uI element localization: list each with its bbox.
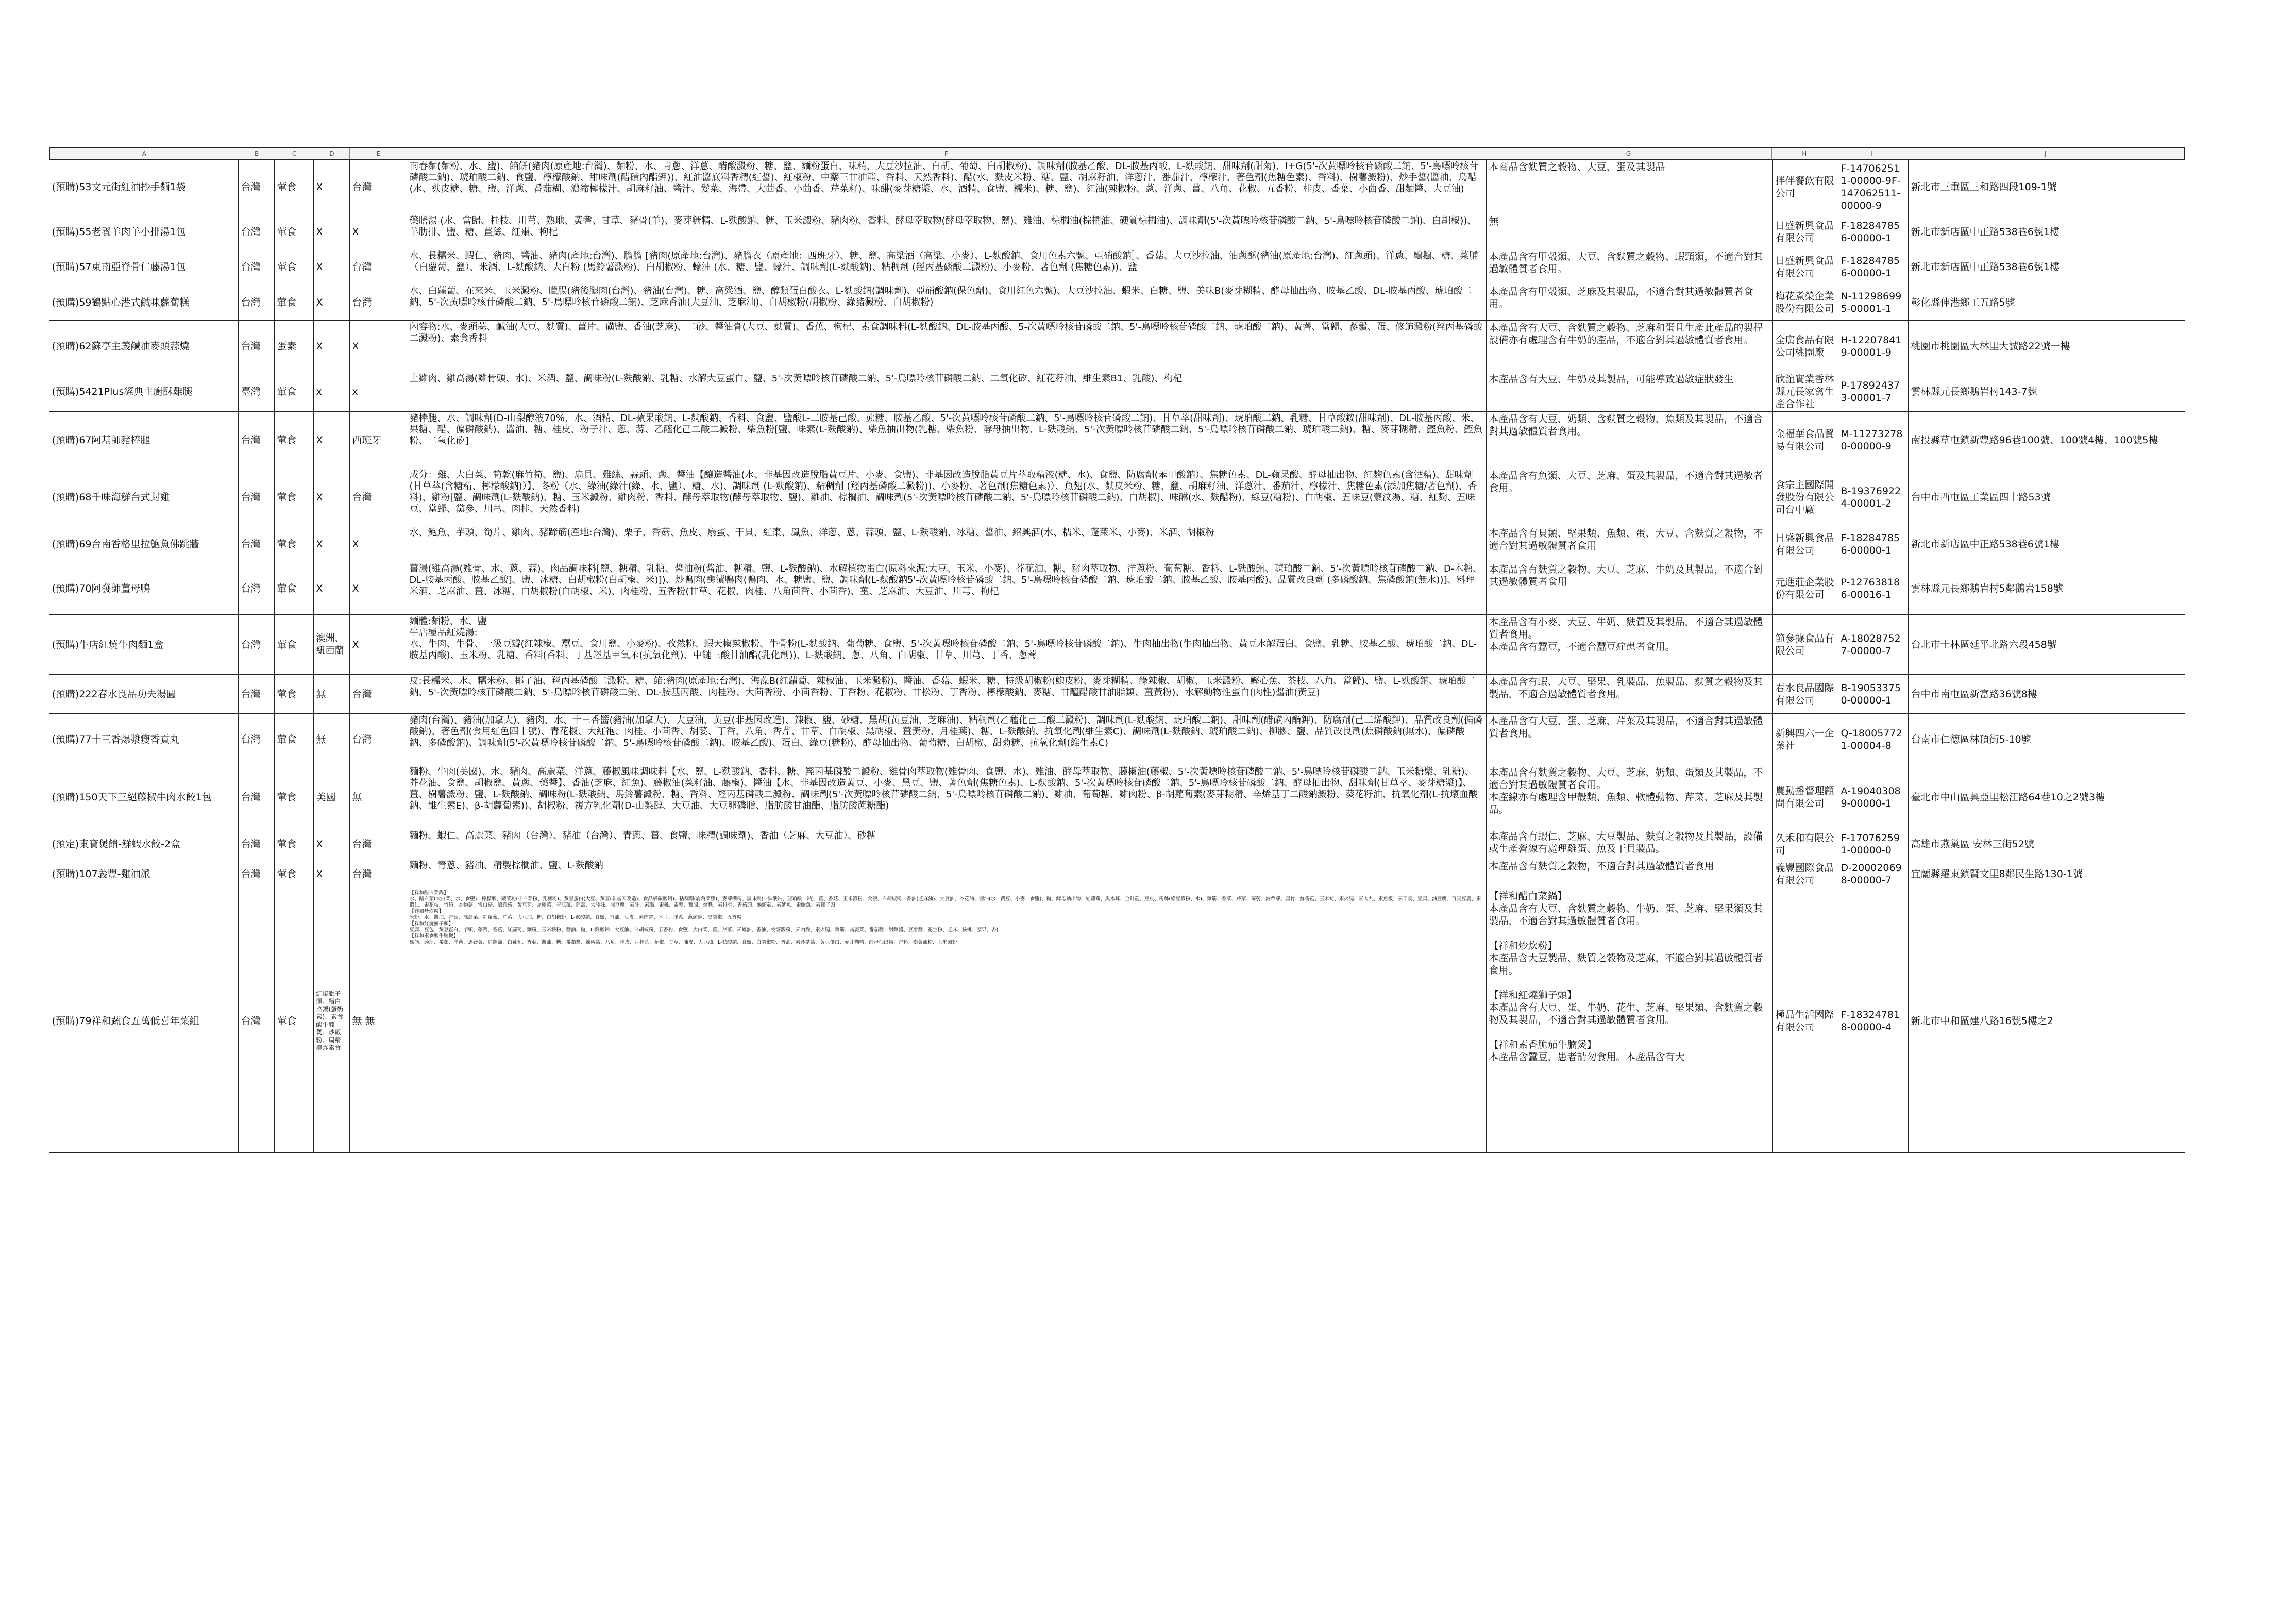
secondary-origin-cell[interactable]: X [349, 615, 407, 675]
meat-origin-cell[interactable]: X [313, 468, 349, 526]
registration-number-cell[interactable]: B-190533750-00000-1 [1838, 675, 1908, 714]
ingredients-cell[interactable] [407, 321, 1486, 372]
product-name-cell[interactable]: (預購)67阿基師豬棒腿 [49, 412, 238, 468]
allergen-cell[interactable] [1486, 714, 1772, 765]
ingredients-text: 南春麵(麵粉、水、鹽)、餡餅(豬肉(原產地:台灣)、麵粉、水、青蔥、洋蔥、醋酸澱粉、糖、鹽、麵粉蛋白、味精、大豆沙拉油、白胡、葡萄、白胡椒粉)、調味劑(胺基乙酸、DL-胺基丙酸、L-麩酸鈉、甜味劑(甜菊)、I+G(5'-次黃嘌呤核苷磷酸二鈉、5'-鳥嘌呤核苷磷酸二鈉)、琥珀酸二鈉、食鹽、檸檬酸鈉、甜味劑(醋磺內酯鉀))、紅油醬底料香精(紅醬)、紅椒粉、中藥三甘油酯、香料、天然香料)、醋(水、麩皮米粉、糖、鹽、胡麻籽油、洋蔥汁、番茄汁、檸檬汁、著色劑(焦糖色素)、香料)、樹薯澱粉)、炒手醬(醬油、鳥醋(水、麩皮糖、糖、鹽、洋蔥、番茄糊、濃縮檸檬汁、胡麻籽油、醬汁、髮菜、海帶、大茴香、小茴香、芹菜籽)、味醂(麥芽糖漿、水、酒精、食鹽、糯米)、糖、鹽)、紅油(辣椒粉、蔥、洋蔥、薑、八角、花椒、五香粉、桂皮、香葉、小茴香、甜麵醬、大豆油) [409, 161, 1479, 194]
ingredients-cell[interactable] [407, 284, 1486, 321]
column-letter-f[interactable]: F [407, 148, 1485, 159]
allergen-cell[interactable] [1486, 412, 1772, 468]
product-name-cell[interactable]: (預購)55老饕羊肉羊小排湯1包 [49, 214, 238, 249]
origin-cell[interactable]: 台灣 [238, 160, 274, 214]
meat-origin-cell[interactable]: X [313, 214, 349, 249]
origin-cell[interactable]: 臺灣 [238, 372, 274, 412]
table-row [49, 214, 2185, 249]
ingredients-text: 水、鮑魚、芋頭、筍片、雞肉、豬蹄筋(產地:台灣)、栗子、香菇、魚皮、扇蛋、干貝、紅棗、鳳魚、洋蔥、蔥、蒜頭、鹽、L-麩酸鈉、冰糖、醬油、紹興酒(水、糯米、蓬萊米、小麥)、米酒、胡椒粉 [409, 527, 1214, 538]
registration-number-cell[interactable]: F-147062511-00000-9F-147062511-00000-9 [1838, 160, 1908, 214]
ingredients-text: 麵體:麵粉、水、鹽 牛店極品紅燒湯: 水、牛肉、牛骨、一級豆瓣(紅辣椒、蠶豆、食用鹽、小麥粉)、孜然粉、蝦天椒辣椒粉、牛骨粉(L-麩酸鈉、葡萄糖、食鹽、5'-次黃嘌呤核苷磷酸二鈉、5'-鳥嘌呤核苷磷酸二鈉)、牛肉抽出物(牛肉抽出物、黃豆水解蛋白、食鹽、乳糖、胺基乙酸、琥珀酸二鈉、DL-胺基丙酸)、玉米粉、乳糖、香料(香料、丁基羥基甲氧苯(抗氧化劑)、中鏈三酸甘油酯(乳化劑))、L-麩酸鈉、蔥、八角、白胡椒、甘草、川芎、丁香、蔥蕎 [409, 616, 1477, 661]
ingredients-text: 麵粉、青蔥、豬油、精製棕櫚油、鹽、L-麩酸鈉 [409, 860, 603, 871]
address-cell[interactable]: 臺北市中山區興亞里松江路64巷10之2號3樓 [1908, 765, 2185, 829]
company-cell[interactable]: 久禾和有限公司 [1772, 829, 1838, 859]
food-type-cell[interactable]: 葷食 [274, 675, 313, 714]
address-cell[interactable]: 台中市南屯區新富路36號8樓 [1908, 675, 2185, 714]
secondary-origin-cell[interactable]: 西班牙 [349, 412, 407, 468]
company-cell[interactable]: 食宗主國際開發股份有限公司台中廠 [1772, 468, 1838, 526]
origin-cell[interactable]: 台灣 [238, 562, 274, 615]
ingredients-cell[interactable] [407, 249, 1486, 284]
meat-origin-cell[interactable]: X [313, 160, 349, 214]
ingredients-cell[interactable] [407, 160, 1486, 214]
address-cell[interactable]: 新北市新店區中正路538巷6號1樓 [1908, 526, 2185, 562]
origin-cell[interactable]: 台灣 [238, 714, 274, 765]
origin-cell[interactable]: 台灣 [238, 675, 274, 714]
allergen-text: 本產品含有魚類、大豆、芝麻、蛋及其製品，不適合對其過敏者食用。 [1489, 470, 1763, 494]
address-cell[interactable]: 雲林縣元長鄉鵝岩村5鄰鵝岩158號 [1908, 562, 2185, 615]
registration-number-cell[interactable]: F-182847856-00000-1 [1838, 526, 1908, 562]
company-cell[interactable]: 新興四六一企業社 [1772, 714, 1838, 765]
company-cell[interactable]: 欣誼實業香林縣元長家禽生產合作社 [1772, 372, 1838, 412]
allergen-cell[interactable] [1486, 615, 1772, 675]
secondary-origin-cell[interactable] [349, 889, 407, 1153]
table-row [49, 829, 2185, 859]
registration-number-cell[interactable]: H-122078419-00001-9 [1838, 321, 1908, 372]
ingredients-text: 豬棒腿、水、調味劑(D-山梨醇液70%、水、酒精、DL-蘋果酸鈉、L-麩酸鈉、香料、食鹽、鹽酸L-二胺基己酸、蔗糖、胺基乙酸、5'-次黃嘌呤核苷磷酸二鈉、5'-鳥嘌呤核苷磷酸二鈉)、甘草萃(甜味劑)、琥珀酸二鈉、乳糖、甘草酸銨(甜味劑)、DL-胺基丙酸、米、果糖、醋、偏磷酸鈉)、醬油、糖、桂皮、粉子汁、蔥、蒜、乙醯化己二酸二澱粉、柴魚粉[鹽、味素(L-麩酸鈉)、柴魚抽出物(乳糖、柴魚粉、酵母抽出物、L-麩酸鈉、5'-次黃嘌呤核苷磷酸二鈉、5'-鳥嘌呤核苷磷酸二鈉、琥珀酸二鈉)、糖、麥芽糊精、鰹魚粉、鰹魚粉、二氧化矽] [409, 413, 1482, 446]
address-cell[interactable]: 南投縣草屯鎮新豐路96巷100號、100號4樓、100號5樓 [1908, 412, 2185, 468]
origin-cell[interactable]: 台灣 [238, 412, 274, 468]
company-cell[interactable]: 節參據食品有限公司 [1772, 615, 1838, 675]
food-type-cell[interactable]: 葷食 [274, 468, 313, 526]
allergen-text: 本產品含有甲殼類、大豆、含麩質之穀物、蝦頸類，不適合對其過敏體質者食用。 [1489, 251, 1763, 275]
registration-number-cell[interactable]: P-178924373-00001-7 [1838, 372, 1908, 412]
ingredients-cell[interactable] [407, 562, 1486, 615]
allergen-text: 無 [1489, 216, 1499, 227]
allergen-text: 本產品含有蝦、大豆、堅果、乳製品、魚製品、麩質之穀物及其製品，不適合過敏體質者食用。 [1489, 676, 1763, 700]
registration-number-cell[interactable]: F-182847856-00000-1 [1838, 249, 1908, 284]
product-name-cell[interactable]: (預購)59鶴點心港式鹹味蘿蔔糕 [49, 284, 238, 321]
company-cell[interactable]: 全廣食品有限公司桃園廠 [1772, 321, 1838, 372]
product-name-cell[interactable]: (預購)5421Plus經典主廚酥雞腿 [49, 372, 238, 412]
allergen-text: 本產品含有麩質之穀物，不適合對其過敏體質者食用 [1489, 861, 1714, 872]
food-type-cell[interactable]: 葷食 [274, 562, 313, 615]
allergen-text: 本產品含有甲殼類、芝麻及其製品，不適合對其過敏體質者食用。 [1489, 286, 1753, 310]
company-cell[interactable]: 極品生活國際有限公司 [1772, 889, 1838, 1153]
allergen-cell[interactable] [1486, 889, 1772, 1153]
meat-origin-cell[interactable]: X [313, 829, 349, 859]
secondary-origin-cell[interactable]: 台灣 [349, 160, 407, 214]
allergen-cell[interactable] [1486, 829, 1772, 859]
registration-number-cell[interactable]: A-190403089-00000-1 [1838, 765, 1908, 829]
column-header-bar [49, 147, 2185, 159]
registration-number-cell[interactable]: B-193769224-00001-2 [1838, 468, 1908, 526]
ingredients-text: 土雞肉、雞高湯(雞骨頭、水)、米酒、鹽、調味粉(L-麩酸鈉、乳糖、水解大豆蛋白、鹽、5'-次黃嘌呤核苷磷酸二鈉、5'-鳥嘌呤核苷磷酸二鈉、二氧化矽、紅花籽油、維生素B1、乳酸)、枸杞 [409, 373, 1183, 384]
company-cell[interactable]: 日盛新興食品有限公司 [1772, 526, 1838, 562]
allergen-cell[interactable] [1486, 321, 1772, 372]
allergen-cell[interactable] [1486, 160, 1772, 214]
registration-number-cell[interactable]: M-112732780-00000-9 [1838, 412, 1908, 468]
allergen-cell[interactable] [1486, 859, 1772, 889]
food-type-cell[interactable]: 葷食 [274, 765, 313, 829]
food-type-cell[interactable]: 葷食 [274, 859, 313, 889]
allergen-cell[interactable] [1486, 372, 1772, 412]
secondary-origin-cell[interactable]: 台灣 [349, 714, 407, 765]
product-name-cell[interactable]: (預定)東寶煲饋-鮮蝦水餃-2盒 [49, 829, 238, 859]
allergen-text: 本商品含麩質之穀物、大豆、蛋及其製品 [1489, 161, 1665, 173]
secondary-origin-cell[interactable]: 台灣 [349, 284, 407, 321]
registration-number-cell[interactable]: F-170762591-00000-0 [1838, 829, 1908, 859]
table-row [49, 562, 2185, 615]
meat-origin-cell[interactable]: 美國 [313, 765, 349, 829]
table-row [49, 468, 2185, 526]
registration-number-cell[interactable]: P-127638186-00016-1 [1838, 562, 1908, 615]
secondary-origin-cell[interactable]: X [349, 214, 407, 249]
secondary-origin-cell[interactable]: X [349, 321, 407, 372]
table-row [49, 714, 2185, 765]
table-row [49, 249, 2185, 284]
food-type-cell[interactable]: 葷食 [274, 372, 313, 412]
product-name-cell[interactable]: (預購)79祥和蔬食五萬低喜年菜組 [49, 889, 238, 1153]
address-cell[interactable]: 新北市新店區中正路538巷6號1樓 [1908, 214, 2185, 249]
allergen-text: 本產品含有貝類、堅果類、魚類、蛋、大豆、含麩質之穀物，不適合對其過敏體質者食用 [1489, 528, 1763, 551]
meat-origin-cell[interactable]: 澳洲、紐西蘭 [313, 615, 349, 675]
ingredients-cell[interactable] [407, 829, 1486, 859]
food-type-cell[interactable]: 葷食 [274, 284, 313, 321]
ingredients-cell[interactable] [407, 714, 1486, 765]
food-type-cell[interactable]: 葷食 [274, 214, 313, 249]
origin-cell[interactable]: 台灣 [238, 468, 274, 526]
registration-number-cell[interactable]: Q-180057721-00004-8 [1838, 714, 1908, 765]
ingredients-text: 內容物:水、麥頭蒜、鹹油(大豆、麩質)、薑片、磺鹽、香油(芝麻)、二砂、醬油膏(大豆、麩質)、香蕉、枸杞、素食調味料(L-麩酸鈉、DL-胺基丙酸、5-次黃嘌呤核苷磷酸二鈉、5'-鳥嘌呤核苷磷酸二鈉、琥珀酸二鈉)、黃耆、當歸、蔘鬚、蛋、修飾澱粉(羥丙基磷酸二澱粉)、素食香料 [409, 322, 1482, 344]
address-cell[interactable]: 桃園市桃園區大林里大誠路22號一樓 [1908, 321, 2185, 372]
ingredients-cell[interactable] [407, 889, 1486, 1153]
origin-cell[interactable]: 台灣 [238, 859, 274, 889]
address-cell[interactable]: 台中市西屯區工業區四十路53號 [1908, 468, 2185, 526]
meat-origin-cell[interactable]: X [313, 321, 349, 372]
allergen-cell[interactable] [1486, 526, 1772, 562]
table-row [49, 526, 2185, 562]
ingredients-cell[interactable] [407, 214, 1486, 249]
column-letter-j[interactable]: J [2044, 150, 2047, 157]
address-cell[interactable]: 新北市新店區中正路538巷6號1樓 [1908, 249, 2185, 284]
column-letter-g[interactable]: G [1485, 148, 1771, 159]
allergen-text: 本產品含有麩質之穀物、大豆、芝麻、牛奶及其製品，不適合對其過敏體質者食用 [1489, 564, 1763, 588]
company-cell[interactable]: 春水良品國際有限公司 [1772, 675, 1838, 714]
column-letter-d[interactable]: D [314, 148, 350, 159]
ingredients-cell[interactable] [407, 372, 1486, 412]
allergen-cell[interactable] [1486, 214, 1772, 249]
ingredients-text: 水、長糯米、蝦仁、豬肉、醬油、豬肉(產地:台灣)、膽膽 [豬肉(原產地:台灣)、豬膽衣（原產地：西班牙）、糖、鹽、高粱酒（高粱、小麥）、L-麩酸鈉、食用色素六號、亞硝酸鈉］、香菇、大豆沙拉油、油蔥酥(豬油(原產地:台灣)、紅蔥頭)、洋蔥、鵰鵝、糖、菜脯（白蘿蔔、鹽）、米酒、L-麩酸鈉、大白粉 (馬鈴薯澱粉)、白胡椒粉、蠔油 (水、糖、鹽、蠔汁、調味劑(L-麩酸鈉)、粘稠劑 (羥丙基磷酸二澱粉)、小麥粉、著色劑 (焦糖色素))、鹽 [409, 250, 1478, 273]
food-type-cell[interactable]: 蛋素 [274, 321, 313, 372]
food-type-cell[interactable]: 葷食 [274, 526, 313, 562]
meat-origin-cell[interactable]: X [313, 412, 349, 468]
address-cell[interactable]: 台北市士林區延平北路六段458號 [1908, 615, 2185, 675]
origin-cell[interactable]: 台灣 [238, 321, 274, 372]
meat-origin-cell[interactable]: x [313, 372, 349, 412]
ingredients-text: 薑湯(雞高湯(雞骨、水、蔥、蒜)、肉品調味料[鹽、糖精、乳糖、醬油粉(醬油、糖精、鹽、L-麩酸鈉)、水解植物蛋白(原料來源:大豆、玉米、小麥)、芥花油、糖、豬肉萃取物、洋蔥粉、葡萄糖、香料、L-麩酸鈉、琥珀酸二鈉、5'-次黃嘌呤核苷磷酸二鈉、D-木糖、DL-胺基丙酸、胺基乙酸]、鹽、冰糖、白胡椒粉(白胡椒、米)])、炒鴨肉(酶漬鴨肉(鴨肉、水、糖鹽、鹽、調味劑(L-麩酸鈉5'-次黃嘌呤核苷磷酸二鈉、5'-鳥嘌呤核苷磷酸二鈉、琥珀酸二鈉、胺基乙酸、胺基丙酸)、品質改良劑 (多磷酸鈉、焦磷酸鈉(無水))]、料理米酒、芝麻油、薑、冰糖、白胡椒粉(白胡椒、米)、肉桂粉、五香粉(甘草、花椒、肉桂、八角茴香、小茴香)、薑、芝麻油、大豆油、川芎、枸杞 [409, 563, 1482, 597]
ingredients-cell[interactable] [407, 468, 1486, 526]
origin-cell[interactable]: 台灣 [238, 284, 274, 321]
food-type-cell[interactable]: 葷食 [274, 714, 313, 765]
address-cell[interactable]: 新北市中和區建八路16號5樓之2 [1908, 889, 2185, 1153]
table-row [49, 160, 2185, 214]
secondary-origin-cell[interactable]: X [349, 526, 407, 562]
allergen-cell[interactable] [1486, 249, 1772, 284]
allergen-cell[interactable] [1486, 765, 1772, 829]
origin-cell[interactable]: 台灣 [238, 526, 274, 562]
address-cell[interactable]: 宜蘭縣羅東鎮賢文里8鄰民生路130-1號 [1908, 859, 2185, 889]
meat-origin-cell[interactable]: 無 [313, 675, 349, 714]
company-cell[interactable]: 日盛新興食品有限公司 [1772, 249, 1838, 284]
allergen-cell[interactable] [1486, 675, 1772, 714]
origin-cell[interactable]: 台灣 [238, 249, 274, 284]
origin-cell[interactable]: 台灣 [238, 214, 274, 249]
company-cell[interactable]: 農動播督理顧問有限公司 [1772, 765, 1838, 829]
ingredients-cell[interactable] [407, 526, 1486, 562]
origin-cell[interactable]: 台灣 [238, 765, 274, 829]
table-row [49, 615, 2185, 675]
allergen-text: 本產品含有小麥、大豆、牛奶、麩質及其製品，不適合其過敏體質者食用。 本產品含有蠶豆，不適合蠶豆症患者食用。 [1489, 616, 1763, 652]
registration-number-cell[interactable]: F-183247818-00000-4 [1838, 889, 1908, 1153]
table-row [49, 889, 2185, 1153]
address-cell[interactable]: 台南市仁德區林頂街5-10號 [1908, 714, 2185, 765]
product-name-cell[interactable]: (預購)62蘇亭主義鹹油麥頭蒜燒 [49, 321, 238, 372]
product-name-cell[interactable]: (預購)牛店紅燒牛肉麵1盒 [49, 615, 238, 675]
allergen-text: 本產品含有大豆、奶類、含麩質之穀物、魚類及其製品，不適合對其過敏體質者食用。 [1489, 413, 1763, 437]
ingredients-text: 【祥和醋白菜鍋】 水、醋白菜(大白菜、水、食鹽)、檸檬酸、蔬菜粉(小白菜粉、乳糖粉)、黃豆蛋白(大豆、黃豆(非基因改造)、食品級碳酸鈣)、粘稠劑(鹿角菜膠)、麥芽糊精、調味劑(L-麩酸鈉、琥珀酸二鈉)、薑、香菇、玉米澱粉、食鹽、白胡椒粉、香油(芝麻油)、大豆油、芥花油、醬油(水、黃豆、小麥、食鹽)、糖、酵母抽出物、紅蘿蔔、黑木耳、金針菇、豆皮、粉絲(綠豆澱粉、水)、麵筋、香菜、芹菜、蒟蒻、海帶芽、腐竹、鮮香菇、玉米筍、素火腿、素肉丸、素魚板、素干貝、豆腐、油豆腐、百頁豆腐、素蝦仁、素花枝、竹筍、杏鮑菇、雪白菇、鴻喜菇、黃豆芽、高麗菜、青江菜、茼蒿、大陸妹、凍豆腐、素肚、素腸、素雞、素鴨、麵腸、烤麩、素排骨、香菇頭、猴頭菇、素魷魚、素鮑魚、素獅子頭 【祥和炒炊粉】 米粉、水、醬油、香菇、高麗菜、紅蘿蔔、芹菜、大豆油、糖、白胡椒粉、L-麩酸鈉、食鹽、香油、豆皮、素肉絲、木耳、洋蔥、蔥頭酥、黑胡椒、五香粉 【祥和紅燒獅子頭】 豆腐、豆包、黃豆蛋白、芋頭、荸薺、香菇、紅蘿蔔、麵粉、玉米澱粉、醬油、糖、L-麩酸鈉、大豆油、白胡椒粉、五香粉、食鹽、大白菜、薑、芹菜、素蠔油、香油、樹薯澱粉、素肉燥、素火腿、麵筋、高麗菜、番茄醬、甜麵醬、豆瓣醬、花生粉、芝麻、核桃、腰果、杏仁 【祥和素食酸牛腩煲】 麵筋、蒟蒻、番茄、洋蔥、馬鈴薯、紅蘿蔔、白蘿蔔、香菇、醬油、糖、番茄醬、辣椒醬、八角、桂皮、月桂葉、花椒、甘草、陳皮、大豆油、L-麩酸鈉、食鹽、白胡椒粉、香油、素沙茶醬、黃豆蛋白、麥芽糊精、酵母抽出物、香料、樹薯澱粉、玉米澱粉 [409, 890, 1481, 945]
company-cell[interactable]: 元進莊企業股份有限公司 [1772, 562, 1838, 615]
product-name-cell[interactable]: (預購)57東南亞脊骨仁藤湯1包 [49, 249, 238, 284]
meat-origin-cell[interactable]: 紅燒獅子頭、醋白菜鍋(蛋奶素)、素食酸牛腩煲、炒飯粉、扁精美炸素食 [313, 889, 349, 1153]
meat-origin-value: 無 [352, 1015, 362, 1027]
column-letter-a[interactable]: A [50, 148, 239, 159]
secondary-origin-cell[interactable]: X [349, 562, 407, 615]
meat-origin-cell[interactable]: X [313, 526, 349, 562]
food-type-cell[interactable]: 葷食 [274, 615, 313, 675]
meat-origin-cell[interactable]: X [313, 249, 349, 284]
allergen-text: 本產品含有大豆、牛奶及其製品，可能導致過敏症狀發生 [1489, 374, 1734, 385]
meat-origin-cell[interactable]: X [313, 859, 349, 889]
product-name-cell[interactable]: (預購)70阿發師薑母鴨 [49, 562, 238, 615]
table-row [49, 321, 2185, 372]
secondary-origin-cell[interactable]: 台灣 [349, 859, 407, 889]
food-type-cell[interactable]: 葷食 [274, 160, 313, 214]
column-letter-c[interactable]: C [275, 148, 314, 159]
registration-number-cell[interactable]: D-200020698-00000-7 [1838, 859, 1908, 889]
meat-origin-cell[interactable]: 無 [313, 714, 349, 765]
secondary-origin-cell[interactable]: 台灣 [349, 829, 407, 859]
company-cell[interactable]: 金福華食品貿易有限公司 [1772, 412, 1838, 468]
origin-cell[interactable]: 台灣 [238, 889, 274, 1153]
table-row [49, 372, 2185, 412]
origin-cell[interactable]: 台灣 [238, 829, 274, 859]
product-name-cell[interactable]: (預購)69台南香格里拉鮑魚佛跳牆 [49, 526, 238, 562]
ingredients-cell[interactable] [407, 615, 1486, 675]
ingredients-text: 水、白蘿蔔、在來米、玉米澱粉、臘腸(豬後腿肉(台灣)、豬油(台灣)、糖、高粱酒、鹽、醇類蛋白酸衣、L-麩酸鈉(調味劑)、亞硝酸鈉(保色劑)、食用紅色六號)、大豆沙拉油、蝦米、白糖、鹽、美味B(麥芽糊精、酵母抽出物、胺基乙酸、DL-胺基丙酸、琥珀酸二鈉、5'-次黃嘌呤核苷磷酸二鈉、5'-鳥嘌呤核苷磷酸二鈉)、芝麻香油(大豆油、芝麻油)、白胡椒粉(胡椒粉、綠豬澱粉、白胡椒粉) [409, 286, 1472, 308]
meat-origin-cell[interactable]: X [313, 562, 349, 615]
product-name-cell[interactable]: (預購)222春水良品功夫湯圓 [49, 675, 238, 714]
ingredients-text: 藥膳湯 (水、當歸、桂枝、川芎、熟地、黃耆、甘草、豬骨(羊)、麥芽糖精、L-麩酸鈉、糖、玉米澱粉、豬肉粉、香料、酵母萃取物(酵母萃取物、鹽)、雞油、棕櫚油(棕櫚油、硬質棕櫚油)、調味劑(5'-次黃嘌呤核苷磷酸二鈉、5'-鳥嘌呤核苷磷酸二鈉)、白胡椒))、羊肋排、鹽、糖、薑絲、紅棗、枸杞 [409, 215, 1477, 238]
allergen-cell[interactable] [1486, 468, 1772, 526]
address-cell[interactable]: 彰化縣伸港鄉工五路5號 [1908, 284, 2185, 321]
address-cell[interactable]: 高雄市燕巢區 安林三街52號 [1908, 829, 2185, 859]
table-row [49, 765, 2185, 829]
meat-origin-cell[interactable]: X [313, 284, 349, 321]
registration-number-cell[interactable]: N-112986995-00001-1 [1838, 284, 1908, 321]
ingredients-text: 豬肉(台灣)、豬油(加拿大)、豬肉、水、十三香醬(豬油(加拿大)、大豆油、黃豆(非基因改造)、辣椒、鹽、砂糖、黑胡(黃豆油、芝麻油)、粘稠劑(乙醯化己二酸二澱粉)、調味劑(L-麩酸鈉、琥珀酸二鈉)、甜味劑(醋磺內酯鉀)、防腐劑(己二烯酸鉀)、品質改良劑(偏磷酸鈉)、著色劑(食用紅色四十號)、青花椒、大紅袍、肉桂、小茴香、胡荽、丁香、八角、香芹、甘草、白胡椒、黑胡椒、薑黃粉、月桂葉)、糖、L-麩酸鈉、抗氧化劑(維生素C)、調味劑(L-麩酸鈉、琥珀酸二鈉)、柳膠、鹽、品質改良劑(焦磷酸鈉(無水)、偏磷酸鈉、多磷酸鈉)、調味劑(5'-次黃嘌呤核苷磷酸二鈉、5'-鳥嘌呤核苷磷酸二鈉)、胺基乙酸)、蛋白、綠豆(糖粉)、酵母抽出物、葡萄糖、白胡椒、甜菊糖、抗氧化劑(維生素C) [409, 715, 1483, 748]
column-letter-b[interactable]: B [239, 148, 275, 159]
column-letter-e[interactable]: E [350, 148, 407, 159]
table-row [49, 675, 2185, 714]
allergen-text: 本產品含有蝦仁、芝麻、大豆製品、麩質之穀物及其製品，設備或生產營線有處理雞蛋、魚及干貝製品。 [1489, 831, 1763, 855]
allergen-text: 本產品含有大豆、蛋、芝麻、芹菜及其製品，不適合對其過敏體質者食用。 [1489, 715, 1763, 739]
registration-number-cell[interactable]: F-182847856-00000-1 [1838, 214, 1908, 249]
food-type-cell[interactable]: 葷食 [274, 249, 313, 284]
product-name-cell[interactable]: (預購)68千味海鮮台式封雞 [49, 468, 238, 526]
allergen-text: 本產品含有大豆、含麩質之穀物、芝麻和蛋且生產此產品的製程設備亦有處理含有牛奶的產品，不適合對其過敏體質者食用。 [1489, 322, 1763, 346]
secondary-origin-cell[interactable]: 台灣 [349, 468, 407, 526]
spreadsheet [49, 147, 2185, 1153]
product-name-cell[interactable]: (預購)107義豐-雞油派 [49, 859, 238, 889]
address-cell[interactable]: 雲林縣元長鄉鵝岩村143-7號 [1908, 372, 2185, 412]
product-table [49, 159, 2185, 1153]
ingredients-text: 麵粉、牛肉(美國)、水、豬肉、高麗菜、洋蔥、藤椒風味調味料【水、鹽、L-麩酸鈉、香料、糖、羥丙基磷酸二澱粉、雞骨肉萃取物(雞骨肉、食鹽、水)、雞油、酵母萃取物、藤椒油(藤椒、5'-次黃嘌呤核苷磷酸二鈉、5'-鳥嘌呤核苷磷酸二鈉、玉米糖漿、乳糖)、芥花油、食鹽、胡椒鹽、黃蔥、藥醬】、香油(芝麻、紅魚)、藤椒油(菜籽油、藤椒)、醬油【水、非基因改造黃豆、小麥、黑豆、鹽、著色劑(焦糖色素)、L-麩酸鈉、5'-次黃嘌呤核苷磷酸二鈉、5'-鳥嘌呤核苷磷酸二鈉、酵母抽出物、甜味劑(甘草萃、麥芽糖漿)】、薑、樹薯澱粉、鹽、L-麩酸鈉、調味粉(L-麩酸鈉、馬鈴薯澱粉、糖、香料、羥丙基磷酸二澱粉、調味劑(5'-次黃嘌呤核苷磷酸二鈉、5'-鳥嘌呤核苷磷酸二鈉)、雞油、葡萄糖、雞肉粉、β-胡蘿蔔素(麥芽糊精、辛烯基丁二酸鈉澱粉、葵花籽油、抗氧化劑(L-抗壞血酸鈉、維生素E)、β-胡蘿蔔素))、胡椒粉、複方乳化劑(D-山梨醇、大豆油、大豆卵磷脂、脂肪酸甘油酯、脂肪酸蔗糖酯) [409, 766, 1478, 811]
column-letter-h[interactable]: H [1772, 148, 1837, 159]
table-row [49, 284, 2185, 321]
product-name-cell[interactable]: (預購)77十三香爆漿瘦香貢丸 [49, 714, 238, 765]
ingredients-cell[interactable] [407, 765, 1486, 829]
column-letter-i[interactable]: I [1837, 148, 1907, 159]
secondary-origin-cell[interactable]: x [349, 372, 407, 412]
food-type-cell[interactable]: 葷食 [274, 889, 313, 1153]
food-type-cell[interactable]: 葷食 [274, 829, 313, 859]
product-name-cell[interactable]: (預購)150天下三絕藤椒牛肉水餃1包 [49, 765, 238, 829]
secondary-origin-cell[interactable]: 台灣 [349, 675, 407, 714]
secondary-origin-cell[interactable]: 無 [349, 765, 407, 829]
origin-cell[interactable]: 台灣 [238, 615, 274, 675]
ingredients-text: 皮:長糯米、水、糯米粉、椰子油、羥丙基磷酸二澱粉、糖、餡:豬肉(原產地:台灣)、海藻B(紅蘿蔔、辣椒油、玉米澱粉)、醬油、香菇、蝦米、糖、特級胡椒粉(鮑皮粉、麥芽糊精、綠辣椒、胡椒、玉米澱粉、鰹心魚、茶枝、八角、當歸)、鹽、L-麩酸鈉、琥珀酸二鈉、5'-次黃嘌呤核苷磷酸二鈉、5'-鳥嘌呤核苷磷酸二鈉、DL-胺基丙酸、肉桂粉、大茴香粉、小茴香粉、丁香粉、花椒粉、甘松粉、丁香粉、檸檬酸鈉、麥糖、甘醯醋酸甘油脂類、薑黃粉)、水解動物性蛋白(肉性)醬油(黃豆) [409, 676, 1476, 698]
secondary-origin-value: 無 [365, 1015, 375, 1027]
allergen-text: 【祥和醋白菜鍋】 本產品含有大豆、含麩質之穀物、牛奶、蛋、芝麻、堅果類及其製品，不適合對其過敏體質者食用。 【祥和炒炊粉】 本產品含大豆製品、麩質之穀物及芝麻，不適合對其過敏體質者食用。 【祥和紅燒獅子頭】 本產品含有大豆、蛋、牛奶、花生、芝麻、堅果類、含麩質之穀物及其製品，不適合對其過敏體質者食用。 【祥和素香脆茄牛腩煲】 本產品含蠶豆，患者請勿食用。本產品含有大 [1489, 891, 1763, 1063]
ingredients-cell[interactable] [407, 412, 1486, 468]
address-cell[interactable]: 新北市三重區三和路四段109-1號 [1908, 160, 2185, 214]
ingredients-text: 麵粉、蝦仁、高麗菜、豬肉（台灣）、豬油（台灣）、青蔥、薑、食鹽、味精(調味劑)、香油（芝麻、大豆油）、砂糖 [409, 830, 876, 841]
table-row [49, 412, 2185, 468]
company-cell[interactable]: 義豐國際食品有限公司 [1772, 859, 1838, 889]
table-row [49, 859, 2185, 889]
company-cell[interactable]: 日盛新興食品有限公司 [1772, 214, 1838, 249]
company-cell[interactable]: 梅花煮榮企業股份有限公司 [1772, 284, 1838, 321]
registration-number-cell[interactable]: A-180287527-00000-7 [1838, 615, 1908, 675]
product-name-cell[interactable]: (預購)53文元街紅油抄手麵1袋 [49, 160, 238, 214]
company-cell[interactable]: 拌伴餐飲有限公司 [1772, 160, 1838, 214]
allergen-text: 本產品含有麩質之穀物、大豆、芝麻、奶類、蛋類及其製品，不適合對其過敏體質者食用。 本產線亦有處理含甲殼類、魚類、軟體動物、芹菜、芝麻及其製品。 [1489, 767, 1763, 815]
ingredients-text: 成分：雞、大白菜、筍乾(麻竹筍、鹽)、扇貝、雞絲、蒜頭、蔥、醬油【釀造醬油(水、非基因改造脫脂黃豆片、小麥、食鹽)、非基因改造脫脂黃豆片萃取精液(糖、水)、食鹽、防腐劑(苯甲酸鈉）、焦糖色素、DL-蘋果酸、酵母抽出物、紅麴色素(含酒精)、甜味劑(甘草萃(含糖精、檸檬酸鈉)）】、冬粉（水、綠油(綠汁(綠、水、鹽）、糖、水)、調味劑 (L-麩酸鈉)、粘稠劑 (羥丙基磷酸二澱粉))、小麥粉、著色劑(焦糖色素)）、魚翅(水、麩皮米粉、糖、鹽、胡麻籽油、洋蔥汁、番茄汁、檸檬汁、焦糖色素(添加焦糖/著色劑)、香料)、雞粉[鹽、調味劑(L-麩酸鈉)、糖、玉米澱粉、雞肉粉、香料、酵母萃取物(酵母萃取物、鹽)、雞油、棕櫚油、調味劑(5'-次黃嘌呤核苷磷酸二鈉、5'-鳥嘌呤核苷磷酸二鈉)、白胡椒]、味醂(水、麩醋粉)、綠豆(糖粉)、白胡椒、五味豆(蒙汶湯、糖、紅麴、五味豆、當歸、黨參、川芎、肉桂、天然香料) [409, 470, 1477, 514]
ingredients-cell[interactable] [407, 675, 1486, 714]
allergen-cell[interactable] [1486, 562, 1772, 615]
secondary-origin-cell[interactable]: 台灣 [349, 249, 407, 284]
food-type-cell[interactable]: 葷食 [274, 412, 313, 468]
allergen-cell[interactable] [1486, 284, 1772, 321]
ingredients-cell[interactable] [407, 859, 1486, 889]
